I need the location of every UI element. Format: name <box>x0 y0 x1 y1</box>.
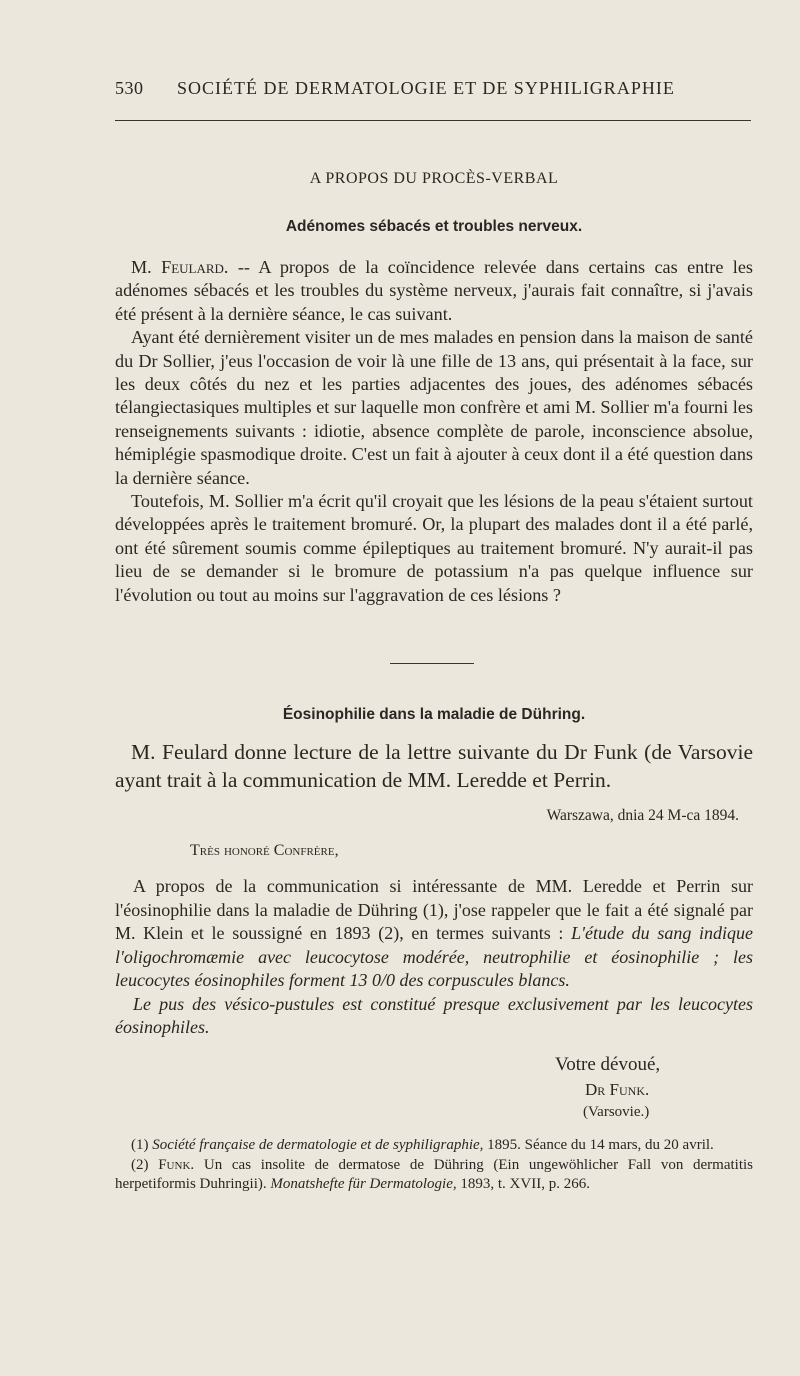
footnote-text: 1893, t. XVII, p. 266. <box>456 1176 590 1192</box>
footnote-number: (2) <box>131 1156 149 1173</box>
letter-introduction: M. Feulard donne lecture de la lettre suivante du Dr Funk (de Varsovie ayant trait à la communication de MM. Leredde et Perrin. <box>115 740 753 792</box>
letter-text: A propos de la communication si intéressante de MM. Leredde et Perrin sur l'éosinophilie dans la maladie de Dühring (1), j'ose rappeler que le fait a été signalé par M. Klein et le soussigné en 1893 (2), en termes suivants : <box>115 876 753 943</box>
footnote-number: (1) <box>131 1137 149 1153</box>
quoted-text: L'étude du sang indique l'oligochromæmie avec leucocytose modérée, neutrophilie et éosinophilie ; les leucocytes éosinophiles forment 13 0/0 des corpuscules blancs. <box>115 923 754 990</box>
paragraph <box>115 256 753 326</box>
speaker-name: M. Feulard. <box>131 257 229 277</box>
section1-body <box>115 256 753 607</box>
footnote <box>115 1156 753 1195</box>
footnote <box>115 1136 753 1156</box>
section-heading: A PROPOS DU PROCÈS-VERBAL <box>309 170 559 187</box>
section-subheading: Éosinophilie dans la maladie de Dühring. <box>282 706 586 723</box>
footnote-journal: Monatshefte für Dermatologie, <box>270 1176 457 1192</box>
letter-dateline: Warszawa, dnia 24 M-ca 1894. <box>546 807 739 824</box>
paragraph: Ayant été dernièrement visiter un de mes malades en pension dans la maison de santé du Dr Sollier, j'eus l'occasion de voir là une fille de 13 ans, qui présentait à la face, sur les deux côtés du nez et les parties adjacentes des joues, des adénomes sébacés télangiectasiques multiples et sur laquelle mon confrère et ami M. Sollier m'a fourni les renseignements suivants : idiotie, absence complète de parole, inconscience absolue, hémiplégie spasmodique droite. C'est un fait à ajouter à ceux dont il a été question dans la dernière séance. <box>115 327 753 488</box>
paragraph-text: -- A propos de la coïncidence relevée dans certains cas entre les adénomes sébacés et les troubles du système nerveux, j'aurais fait connaître, si j'avais été présent à la dernière séance, le cas suivant. <box>115 257 753 324</box>
page-number: 530 <box>115 78 144 98</box>
footnote-text: Un cas insolite de dermatose de Dühring (Ein ungewöhlicher Fall von dermatitis herpetiformis Duhringii). <box>115 1156 754 1192</box>
letter-closing: Votre dévoué, <box>555 1054 661 1075</box>
paragraph: Toutefois, M. Sollier m'a écrit qu'il croyait que les lésions de la peau s'étaient surtout développées après le traitement bromuré. Or, la plupart des malades dont il a été parlé, ont été sûrement soumis comme épileptiques au traitement bromuré. N'y aurait-il pas lieu de se demander si le bromure de potassium n'a pas quelque influence sur l'évolution ou tout au moins sur l'aggravation de ces lésions ? <box>115 491 753 605</box>
quoted-text: Le pus des vésico-pustules est constitué presque exclusivement par les leucocytes éosinophiles. <box>115 993 753 1037</box>
footnote-author: Funk. <box>158 1156 195 1173</box>
section-divider <box>390 663 474 664</box>
letter-signature: Dr Funk. <box>585 1080 650 1099</box>
footnote-text: 1895. Séance du 14 mars, du 20 avril. <box>483 1137 714 1153</box>
footnotes <box>115 1136 753 1195</box>
running-header <box>115 78 753 108</box>
letter-body <box>115 875 753 1040</box>
section-subheading: Adénomes sébacés et troubles nerveux. <box>285 218 583 235</box>
header-rule <box>115 120 751 121</box>
letter-place: (Varsovie.) <box>583 1104 650 1120</box>
running-title: SOCIÉTÉ DE DERMATOLOGIE ET DE SYPHILIGRAPHIE <box>177 78 675 98</box>
footnote-title: Société française de dermatologie et de syphiligraphie, <box>152 1137 484 1153</box>
letter-salutation: Très honoré Confrère, <box>190 842 339 859</box>
letter-paragraph <box>115 875 753 993</box>
letter-paragraph <box>115 993 753 1040</box>
